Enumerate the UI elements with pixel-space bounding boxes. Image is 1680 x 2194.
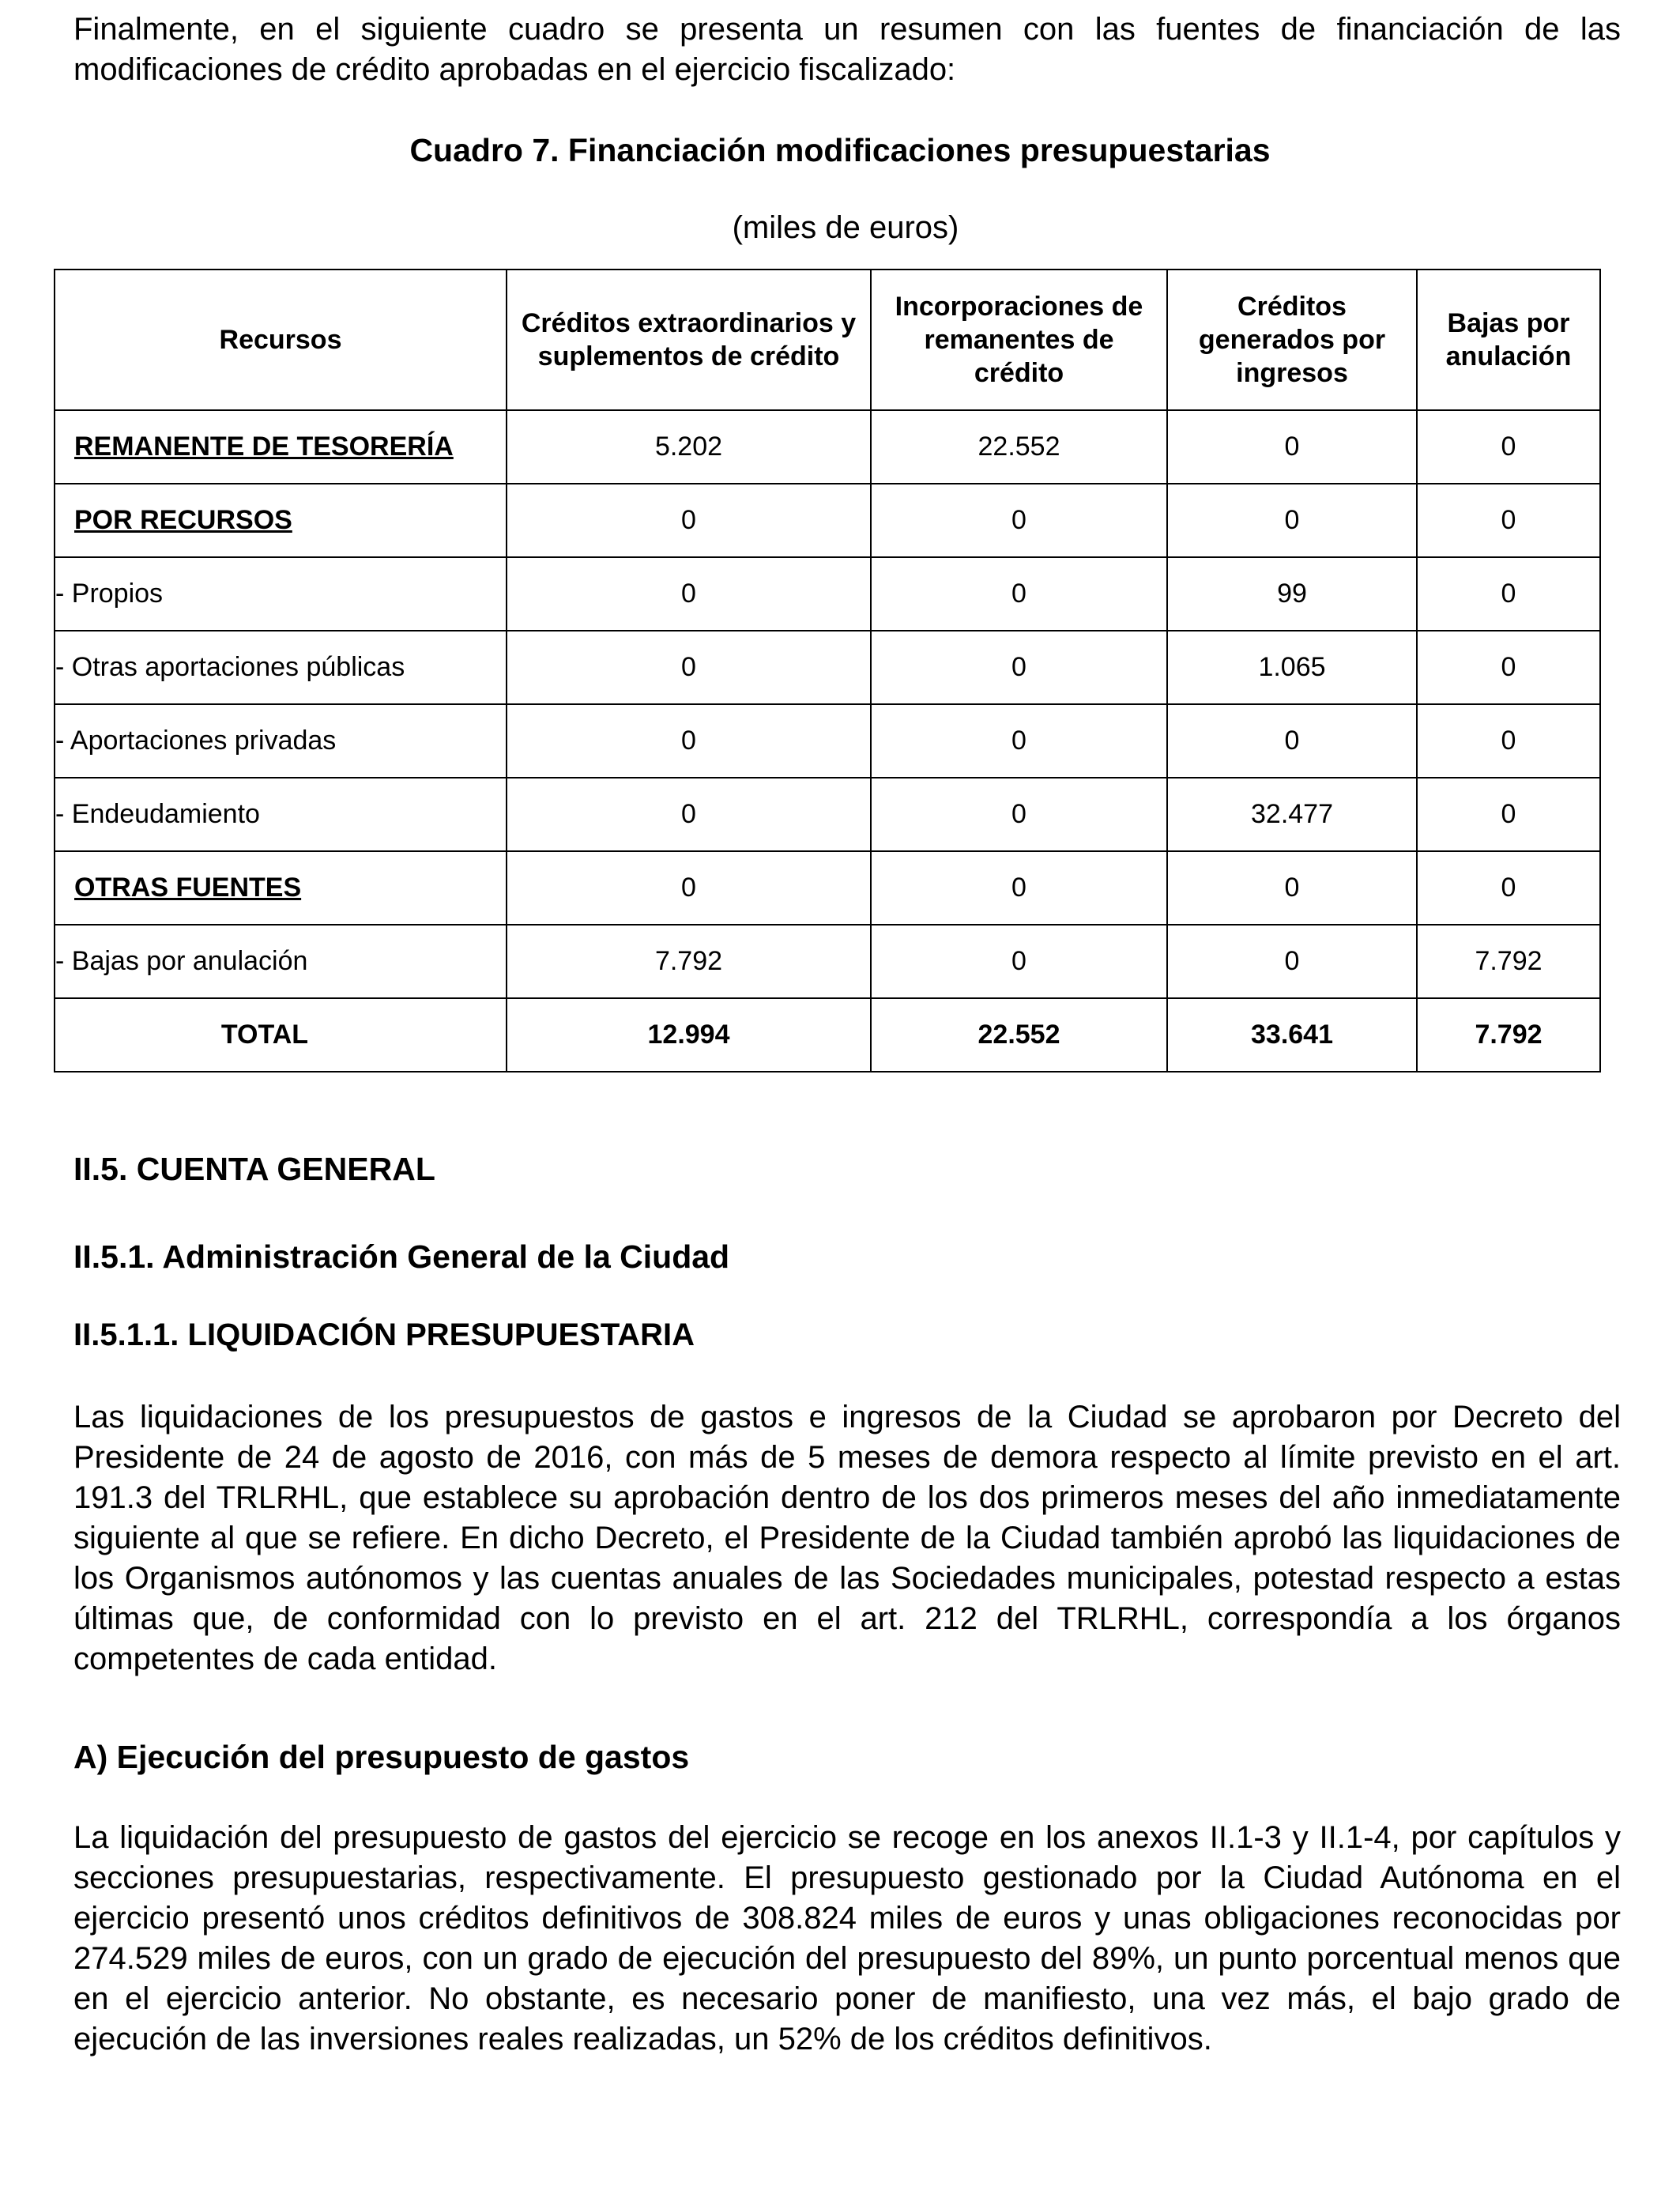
row-label: - Otras aportaciones públicas — [55, 631, 507, 704]
table-row — [55, 704, 1600, 778]
header-creditos-extraordinarios: Créditos extraordinarios y suplementos de crédito — [507, 270, 871, 410]
cell-value: 0 — [871, 778, 1167, 851]
cell-value: 0 — [1167, 851, 1417, 925]
cell-value: 1.065 — [1167, 631, 1417, 704]
cell-value: 0 — [1167, 484, 1417, 557]
cell-value: 0 — [1417, 778, 1600, 851]
cell-value: 5.202 — [507, 410, 871, 484]
cell-value: 0 — [1417, 851, 1600, 925]
subsubsection-heading: II.5.1.1. LIQUIDACIÓN PRESUPUESTARIA — [73, 1318, 695, 1352]
header-recursos: Recursos — [55, 270, 507, 410]
table-row — [55, 778, 1600, 851]
cell-value: 0 — [871, 484, 1167, 557]
table-header-row — [55, 270, 1600, 410]
table-row — [55, 925, 1600, 998]
cell-value: 33.641 — [1167, 998, 1417, 1072]
table-row — [55, 557, 1600, 631]
intro-paragraph: Finalmente, en el siguiente cuadro se presenta un resumen con las fuentes de financiación de las modificaciones de crédito aprobadas en el ejercicio fiscalizado: — [73, 12, 1621, 87]
cell-value: 0 — [871, 851, 1167, 925]
expense-execution-paragraph: La liquidación del presupuesto de gastos del ejercicio se recoge en los anexos II.1-3 y II.1-4, por capítulos y secciones presupuestarias, respectivamente. El presupuesto gestionado por la Ciudad Autónoma en el ejercicio presentó unos créditos definitivos de 308.824 miles de euros y unas obligaciones reconocidas por 274.529 miles de euros, con un grado de ejecución del presupuesto del 89%, un punto porcentual menos que en el ejercicio anterior. No obstante, es necesario poner de manifiesto, una vez más, el bajo grado de ejecución de las inversiones reales realizadas, un 52% de los créditos definitivos. — [73, 1820, 1621, 2056]
cell-value: 99 — [1167, 557, 1417, 631]
cell-value: 22.552 — [871, 998, 1167, 1072]
cell-value: 0 — [871, 925, 1167, 998]
row-label: TOTAL — [55, 998, 507, 1072]
table-units: (miles de euros) — [732, 210, 959, 245]
cell-value: 7.792 — [507, 925, 871, 998]
cell-value: 0 — [507, 704, 871, 778]
cell-value: 22.552 — [871, 410, 1167, 484]
header-bajas: Bajas por anulación — [1417, 270, 1600, 410]
cell-value: 7.792 — [1417, 998, 1600, 1072]
cell-value: 0 — [507, 851, 871, 925]
subsection-heading: II.5.1. Administración General de la Ciudad — [73, 1238, 730, 1275]
cell-value: 0 — [1417, 484, 1600, 557]
cell-value: 0 — [871, 704, 1167, 778]
cell-value: 0 — [1167, 410, 1417, 484]
table-row — [55, 851, 1600, 925]
cell-value: 0 — [1417, 631, 1600, 704]
cell-value: 0 — [871, 557, 1167, 631]
row-label: - Bajas por anulación — [55, 925, 507, 998]
cell-value: 0 — [1417, 704, 1600, 778]
header-incorporaciones: Incorporaciones de remanentes de crédito — [871, 270, 1167, 410]
row-label: - Aportaciones privadas — [55, 704, 507, 778]
row-label: POR RECURSOS — [55, 484, 507, 557]
cell-value: 0 — [507, 778, 871, 851]
cell-value: 0 — [507, 631, 871, 704]
cell-value: 0 — [507, 484, 871, 557]
cell-value: 0 — [507, 557, 871, 631]
cell-value: 0 — [1167, 704, 1417, 778]
cell-value: 0 — [1417, 410, 1600, 484]
row-label: - Propios — [55, 557, 507, 631]
table-row — [55, 484, 1600, 557]
cell-value: 0 — [1167, 925, 1417, 998]
row-label: OTRAS FUENTES — [55, 851, 507, 925]
table-row — [55, 410, 1600, 484]
row-label: - Endeudamiento — [55, 778, 507, 851]
cell-value: 12.994 — [507, 998, 871, 1072]
cell-value: 0 — [871, 631, 1167, 704]
table-title: Cuadro 7. Financiación modificaciones presupuestarias — [409, 132, 1271, 168]
subsection-a-heading: A) Ejecución del presupuesto de gastos — [73, 1739, 690, 1775]
cell-value: 0 — [1417, 557, 1600, 631]
row-label: REMANENTE DE TESORERÍA — [55, 410, 507, 484]
section-heading: II.5. CUENTA GENERAL — [73, 1151, 435, 1187]
cell-value: 7.792 — [1417, 925, 1600, 998]
cell-value: 32.477 — [1167, 778, 1417, 851]
liquidation-paragraph: Las liquidaciones de los presupuestos de gastos e ingresos de la Ciudad se aprobaron por Decreto del Presidente de 24 de agosto de 2016, con más de 5 meses de demora respecto al límite previsto en el art. 191.3 del TRLRHL, que establece su aprobación dentro de los dos primeros meses del año inmediatamente siguiente al que se refiere. En dicho Decreto, el Presidente de la Ciudad también aprobó las liquidaciones de los Organismos autónomos y las cuentas anuales de las Sociedades municipales, potestad respecto a estas últimas que, de conformidad con lo previsto en el art. 212 del TRLRHL, correspondía a los órganos competentes de cada entidad. — [73, 1400, 1621, 1676]
table-row — [55, 631, 1600, 704]
header-creditos-generados: Créditos generados por ingresos — [1167, 270, 1417, 410]
table-total-row — [55, 998, 1600, 1072]
financing-table — [54, 269, 1601, 1072]
